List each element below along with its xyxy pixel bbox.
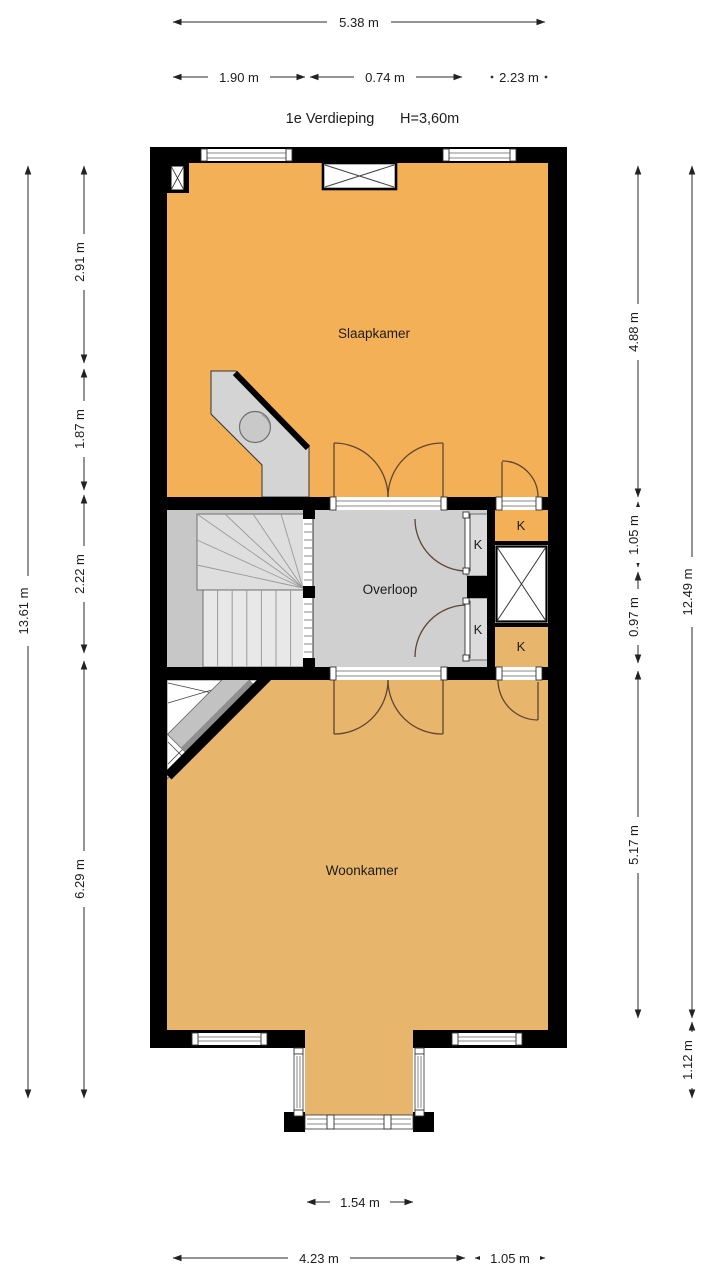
- svg-text:4.23 m: 4.23 m: [299, 1251, 339, 1266]
- stair-flight: [203, 590, 305, 667]
- dim-right-overall: [680, 166, 702, 1018]
- window-bottom-right: [452, 1033, 522, 1045]
- dim-top-overall: [173, 13, 545, 30]
- bay-window-front: [305, 1115, 413, 1129]
- dim-bottom-bay: [307, 1193, 413, 1210]
- svg-text:12.49 m: 12.49 m: [680, 568, 695, 616]
- window-top-left: [201, 149, 292, 161]
- svg-text:2.23 m: 2.23 m: [499, 70, 539, 85]
- staircase: [197, 510, 313, 667]
- closet-door-leaf: [465, 514, 470, 571]
- flue-box-icon: [171, 166, 184, 190]
- closet-label-bottom-right: K: [516, 639, 526, 654]
- closet-label-landing-bottom: K: [473, 622, 483, 637]
- svg-text:2.22 m: 2.22 m: [72, 554, 87, 594]
- svg-text:1.90 m: 1.90 m: [219, 70, 259, 85]
- dim-top-left: [173, 68, 305, 85]
- closet-label-landing-top: K: [473, 537, 483, 552]
- svg-text:1.87 m: 1.87 m: [72, 409, 87, 449]
- closet-label-top-right: K: [516, 518, 526, 533]
- svg-text:0.74 m: 0.74 m: [365, 70, 405, 85]
- dim-bottom-left: [173, 1249, 465, 1266]
- dim-right-segment-2: [626, 502, 648, 567]
- bedroom-label: Slaapkamer: [337, 326, 411, 341]
- svg-text:0.97 m: 0.97 m: [626, 597, 641, 637]
- window-bottom-left: [192, 1033, 267, 1045]
- svg-text:13.61 m: 13.61 m: [16, 587, 31, 635]
- landing-label: Overloop: [362, 582, 418, 597]
- dim-left-segment-4: [72, 661, 94, 1098]
- shaft: [495, 541, 548, 627]
- living-label: Woonkamer: [325, 863, 399, 878]
- ceiling-height: H=3,60m: [400, 111, 460, 127]
- bay-window-left-side: [294, 1048, 303, 1116]
- svg-text:1.05 m: 1.05 m: [490, 1251, 530, 1266]
- closet-door-leaf: [465, 601, 470, 658]
- wall-left: [150, 147, 167, 1048]
- dim-right-segment-4: [626, 671, 648, 1018]
- floor-title: 1e Verdieping: [285, 111, 375, 127]
- rooflight-box: [323, 163, 396, 189]
- dim-left-segment-3: [72, 495, 94, 653]
- svg-text:6.29 m: 6.29 m: [72, 859, 87, 899]
- wall-right: [548, 147, 567, 1048]
- svg-text:5.17 m: 5.17 m: [626, 825, 641, 865]
- dim-top-middle: [310, 68, 462, 85]
- bay-window-right-side: [415, 1048, 424, 1116]
- living-floor: [167, 680, 548, 1116]
- window-top-right: [443, 149, 516, 161]
- dim-right-segment-3: [626, 572, 648, 663]
- dim-top-right: [491, 70, 548, 85]
- svg-text:1.05 m: 1.05 m: [626, 515, 641, 555]
- dim-right-bay-depth: [680, 1022, 702, 1098]
- dim-left-segment-1: [72, 166, 94, 363]
- chimney-flue-circle: [240, 412, 271, 443]
- svg-text:4.88 m: 4.88 m: [626, 312, 641, 352]
- svg-text:5.38 m: 5.38 m: [339, 15, 379, 30]
- svg-text:2.91 m: 2.91 m: [72, 242, 87, 282]
- svg-text:1.54 m: 1.54 m: [340, 1195, 380, 1210]
- dim-left-segment-2: [72, 369, 94, 490]
- dim-bottom-right: [475, 1249, 545, 1266]
- dim-right-segment-1: [626, 166, 648, 497]
- svg-text:1.12 m: 1.12 m: [680, 1040, 695, 1080]
- dim-left-overall: [16, 166, 38, 1098]
